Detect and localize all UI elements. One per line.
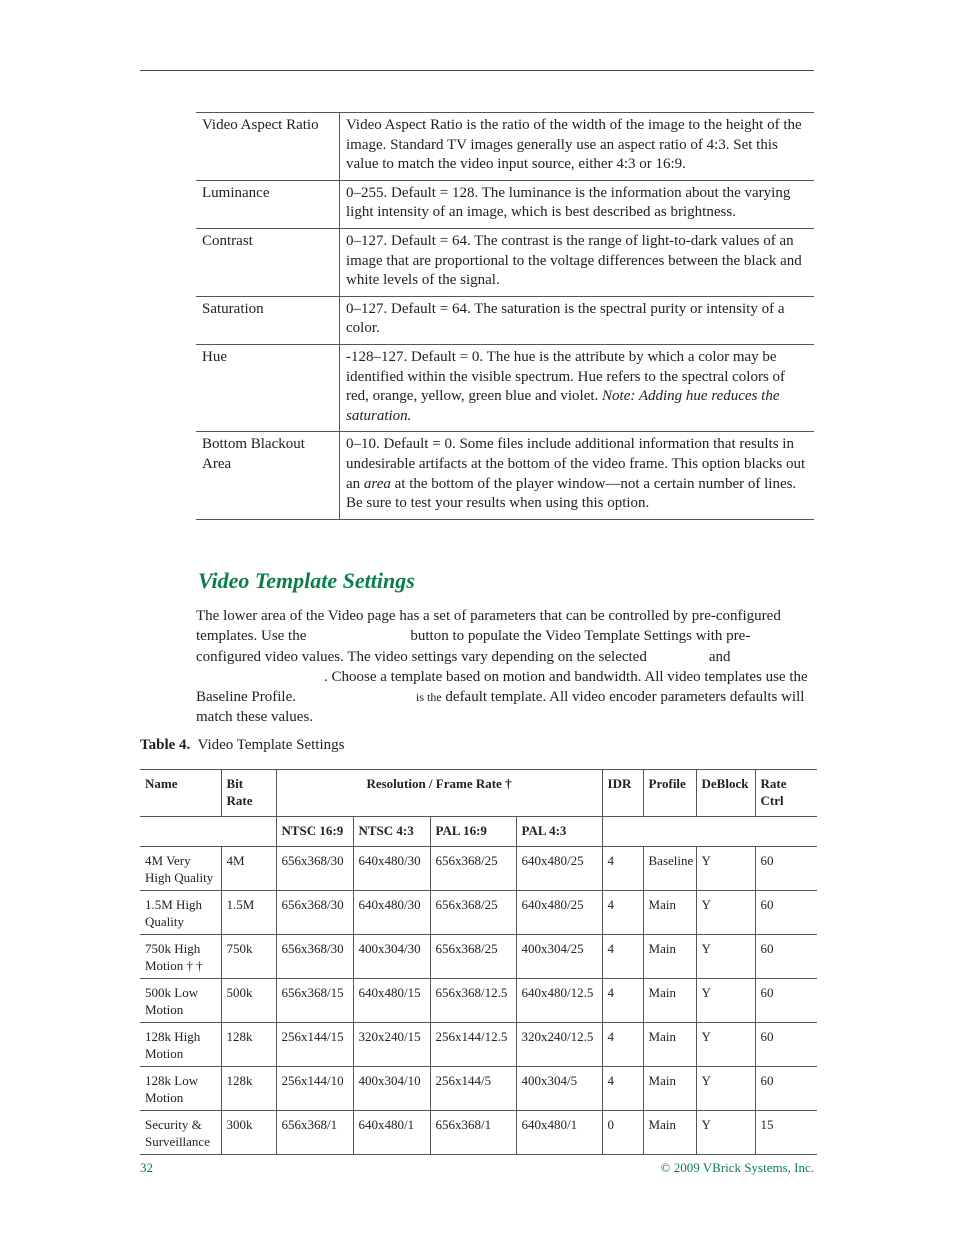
table-row: [196, 113, 814, 181]
cell-pal-43: 640x480/1: [516, 1111, 602, 1155]
cell-bitrate: 128k: [221, 1023, 276, 1067]
param-description: 0–255. Default = 128. The luminance is the information about the varying light intensity of an image, which is best described as brightness.: [340, 180, 815, 228]
col-header-resolution: Resolution / Frame Rate †: [276, 770, 602, 817]
col-header-profile: Profile: [643, 770, 696, 817]
cell-ntsc-169: 656x368/1: [276, 1111, 353, 1155]
param-description: [340, 344, 815, 431]
para-text: and: [708, 648, 731, 665]
table-row: [196, 228, 814, 296]
cell-bitrate: 4M: [221, 847, 276, 891]
cell-pal-43: 400x304/5: [516, 1067, 602, 1111]
param-description-text: 0–10. Default = 0. Some files include additional information that results in undesirable artifacts at the bottom of the video frame. This option blacks out an: [346, 436, 806, 492]
cell-idr: 4: [602, 891, 643, 935]
header-row: [140, 770, 817, 817]
cell-deblock: Y: [696, 935, 755, 979]
cell-profile: Main: [643, 891, 696, 935]
col-header-name: Name: [140, 770, 221, 817]
subheader-spacer: [140, 817, 276, 847]
cell-ntsc-43: 640x480/1: [353, 1111, 430, 1155]
cell-profile: Main: [643, 1067, 696, 1111]
table-row: [196, 296, 814, 344]
cell-ratectrl: 60: [755, 847, 817, 891]
col-header-idr: IDR: [602, 770, 643, 817]
col-header-deblock: DeBlock: [696, 770, 755, 817]
cell-ratectrl: 60: [755, 1067, 817, 1111]
subheader-pal-43: PAL 4:3: [516, 817, 602, 847]
cell-ratectrl: 60: [755, 891, 817, 935]
cell-ratectrl: 60: [755, 935, 817, 979]
cell-ntsc-43: 640x480/15: [353, 979, 430, 1023]
cell-deblock: Y: [696, 1067, 755, 1111]
page-number: 32: [140, 1160, 153, 1175]
cell-deblock: Y: [696, 979, 755, 1023]
cell-ratectrl: 60: [755, 1023, 817, 1067]
cell-pal-43: 640x480/25: [516, 847, 602, 891]
param-emphasis: area: [363, 475, 391, 492]
cell-ntsc-169: 256x144/10: [276, 1067, 353, 1111]
col-header-ratectrl: Rate Ctrl: [755, 770, 817, 817]
subheader-ntsc-169: NTSC 16:9: [276, 817, 353, 847]
cell-ratectrl: 15: [755, 1111, 817, 1155]
cell-pal-43: 640x480/12.5: [516, 979, 602, 1023]
param-name: Saturation: [196, 296, 340, 344]
cell-idr: 4: [602, 979, 643, 1023]
param-note: Note: Adding hue reduces the saturation.: [346, 388, 780, 424]
param-name: Video Aspect Ratio: [196, 113, 340, 181]
para-text: button to populate the Video Template Settings with pre-configured video values. The video settings vary depending on the selected: [196, 628, 751, 665]
para-text: is the: [415, 690, 442, 705]
cell-deblock: Y: [696, 891, 755, 935]
param-description: 0–127. Default = 64. The contrast is the range of light-to-dark values of an image that are proportional to the voltage differences between the black and white levels of the signal.: [340, 228, 815, 296]
table-row: [140, 1111, 817, 1155]
cell-name: 500k Low Motion: [140, 979, 221, 1023]
cell-idr: 0: [602, 1111, 643, 1155]
cell-pal-169: 256x144/5: [430, 1067, 516, 1111]
table-row: [140, 1023, 817, 1067]
cell-ntsc-43: 400x304/10: [353, 1067, 430, 1111]
param-name: Contrast: [196, 228, 340, 296]
table-row: [140, 979, 817, 1023]
parameter-table: [196, 112, 814, 520]
cell-ntsc-169: 656x368/15: [276, 979, 353, 1023]
template-rows: [140, 847, 817, 1155]
cell-pal-169: 656x368/25: [430, 847, 516, 891]
cell-name: Security & Surveillance: [140, 1111, 221, 1155]
table-row: [140, 1067, 817, 1111]
cell-name: 1.5M High Quality: [140, 891, 221, 935]
cell-ntsc-43: 400x304/30: [353, 935, 430, 979]
cell-bitrate: 1.5M: [221, 891, 276, 935]
col-header-bitrate: Bit Rate: [221, 770, 276, 817]
cell-ntsc-169: 656x368/30: [276, 935, 353, 979]
subheader-pal-169: PAL 16:9: [430, 817, 516, 847]
cell-name: 128k High Motion: [140, 1023, 221, 1067]
table-row: [140, 935, 817, 979]
cell-deblock: Y: [696, 1111, 755, 1155]
table-row: [196, 344, 814, 431]
para-text: The lower area of the Video page has a set of parameters that can be controlled by pre-configured templates. Use the: [196, 608, 781, 645]
cell-ratectrl: 60: [755, 979, 817, 1023]
cell-profile: Main: [643, 935, 696, 979]
cell-ntsc-169: 656x368/30: [276, 891, 353, 935]
cell-idr: 4: [602, 935, 643, 979]
param-name: Luminance: [196, 180, 340, 228]
cell-deblock: Y: [696, 1023, 755, 1067]
cell-pal-169: 656x368/25: [430, 935, 516, 979]
cell-name: 750k High Motion † †: [140, 935, 221, 979]
cell-ntsc-169: 656x368/30: [276, 847, 353, 891]
param-description-text: -128–127. Default = 0. The hue is the attribute by which a color may be identified within the visible spectrum. Hue refers to the spectral colors of red, orange, yellow, green blue and violet.: [346, 348, 786, 405]
cell-pal-169: 256x144/12.5: [430, 1023, 516, 1067]
cell-pal-43: 400x304/25: [516, 935, 602, 979]
param-description-text: at the bottom of the player window—not a certain number of lines. Be sure to test your results when using this option.: [346, 475, 797, 512]
cell-idr: 4: [602, 1067, 643, 1111]
subheader-spacer: [602, 817, 817, 847]
cell-name: 128k Low Motion: [140, 1067, 221, 1111]
cell-profile: Main: [643, 1023, 696, 1067]
param-name: Hue: [196, 344, 340, 431]
cell-profile: Baseline: [643, 847, 696, 891]
cell-pal-43: 640x480/25: [516, 891, 602, 935]
cell-pal-169: 656x368/12.5: [430, 979, 516, 1023]
video-template-table: [140, 769, 817, 1155]
cell-pal-169: 656x368/1: [430, 1111, 516, 1155]
cell-bitrate: 500k: [221, 979, 276, 1023]
cell-bitrate: 750k: [221, 935, 276, 979]
cell-bitrate: 300k: [221, 1111, 276, 1155]
cell-idr: 4: [602, 1023, 643, 1067]
table-row: [196, 180, 814, 228]
cell-ntsc-43: 320x240/15: [353, 1023, 430, 1067]
caption-text: Video Template Settings: [197, 737, 345, 753]
table-caption: [140, 737, 344, 754]
cell-idr: 4: [602, 847, 643, 891]
table-row: [196, 432, 814, 519]
table-row: [140, 847, 817, 891]
caption-label: Table 4.: [140, 737, 191, 753]
section-heading: Video Template Settings: [198, 568, 415, 593]
cell-name: 4M Very High Quality: [140, 847, 221, 891]
cell-deblock: Y: [696, 847, 755, 891]
subheader-ntsc-43: NTSC 4:3: [353, 817, 430, 847]
param-description: Video Aspect Ratio is the ratio of the width of the image to the height of the image. Standard TV images generally use an aspect ratio of 4:3. Set this value to match the video input source, either 4:3 or 16:9.: [340, 113, 815, 181]
cell-pal-169: 656x368/25: [430, 891, 516, 935]
cell-pal-43: 320x240/12.5: [516, 1023, 602, 1067]
param-description: 0–127. Default = 64. The saturation is the spectral purity or intensity of a color.: [340, 296, 815, 344]
cell-ntsc-43: 640x480/30: [353, 847, 430, 891]
table-row: [140, 891, 817, 935]
param-name: Bottom Blackout Area: [196, 432, 340, 519]
cell-profile: Main: [643, 979, 696, 1023]
cell-bitrate: 128k: [221, 1067, 276, 1111]
cell-ntsc-43: 640x480/30: [353, 891, 430, 935]
cell-profile: Main: [643, 1111, 696, 1155]
header-rule: [140, 70, 814, 71]
section-paragraph: [196, 606, 814, 728]
para-text: default template. All video encoder parameters defaults will match these values.: [196, 689, 805, 726]
param-description: [340, 432, 815, 519]
copyright: © 2009 VBrick Systems, Inc.: [660, 1160, 814, 1175]
para-text: . Choose a template based on motion and bandwidth. All video templates use the Baseline Profile.: [196, 668, 808, 706]
subheader-row: [140, 817, 817, 847]
cell-ntsc-169: 256x144/15: [276, 1023, 353, 1067]
